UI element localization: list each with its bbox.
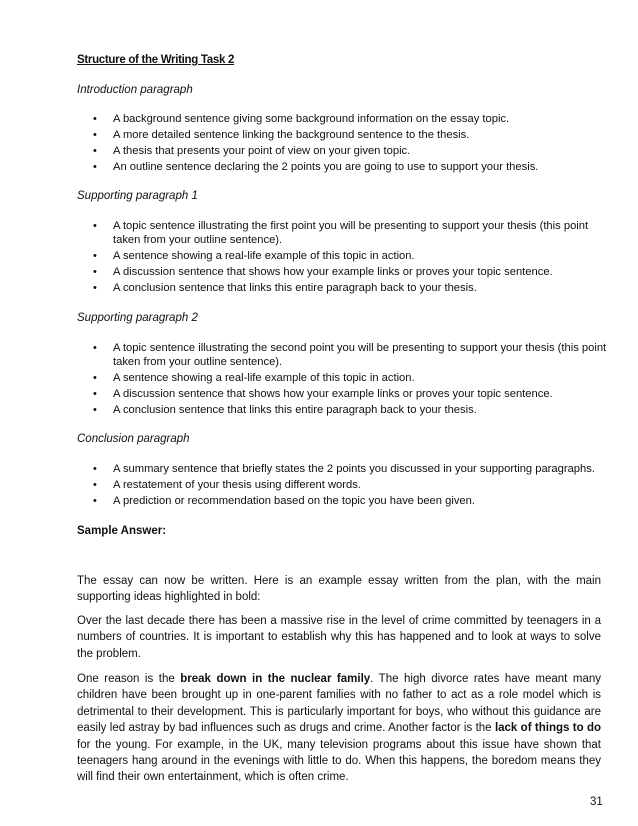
supporting-1-list xyxy=(93,219,613,297)
page-number: 31 xyxy=(590,796,603,808)
list-item: • A restatement of your thesis using different words. xyxy=(93,478,613,492)
list-item: • A background sentence giving some background information on the essay topic. xyxy=(93,112,613,126)
list-item: • A conclusion sentence that links this entire paragraph back to your thesis. xyxy=(93,281,613,295)
section-heading-supporting-2: Supporting paragraph 2 xyxy=(77,312,198,324)
list-item: • An outline sentence declaring the 2 points you are going to use to support your thesis. xyxy=(93,160,613,174)
list-item: • A summary sentence that briefly states the 2 points you discussed in your supporting paragraphs. xyxy=(93,462,613,476)
list-item: • A sentence showing a real-life example of this topic in action. xyxy=(93,249,613,263)
list-item: • A sentence showing a real-life example of this topic in action. xyxy=(93,371,613,385)
list-item: • A conclusion sentence that links this entire paragraph back to your thesis. xyxy=(93,403,613,417)
supporting-2-list xyxy=(93,341,613,419)
introduction-list xyxy=(93,112,613,176)
section-heading-conclusion: Conclusion paragraph xyxy=(77,433,190,445)
list-item: • A topic sentence illustrating the second point you will be presenting to support your thesis (this point taken from your outline sentence). xyxy=(93,341,613,369)
conclusion-list xyxy=(93,462,613,510)
list-item: • A discussion sentence that shows how your example links or proves your topic sentence. xyxy=(93,387,613,401)
list-item: • A discussion sentence that shows how your example links or proves your topic sentence. xyxy=(93,265,613,279)
list-item: • A thesis that presents your point of view on your given topic. xyxy=(93,144,613,158)
list-item: • A prediction or recommendation based on the topic you have been given. xyxy=(93,494,613,508)
sample-answer-heading: Sample Answer: xyxy=(77,525,167,537)
list-item: • A more detailed sentence linking the background sentence to the thesis. xyxy=(93,128,613,142)
essay-bold-point: lack of things to do xyxy=(494,722,602,735)
essay-text: One reason is the xyxy=(77,673,181,685)
essay-paragraph-1: Over the last decade there has been a massive rise in the level of crime committed by teenagers in a numbers of countries. It is important to establish why this has happened and to look at ways to solve the problem. xyxy=(77,615,601,660)
section-heading-supporting-1: Supporting paragraph 1 xyxy=(77,190,198,202)
list-item: • A topic sentence illustrating the first point you will be presenting to support your thesis (this point taken from your outline sentence). xyxy=(93,219,613,247)
essay-text: . The high divorce rates have meant many children have been brought up in one-parent families with no father to act as a role model which is detrimental to their development. This is particularly important for boys, who without this guidance are easily led astray by bad influences such as drugs and crime. Another factor is the xyxy=(77,673,601,735)
sample-intro-paragraph: The essay can now be written. Here is an example essay written from the plan, with the main supporting ideas highlighted in bold: xyxy=(77,575,601,604)
essay-text: for the young. For example, in the UK, many television programs about this issue have shown that teenagers hang around in the evenings with little to do. When this happens, the boredom means they will find their own entertainment, which is often crime. xyxy=(77,738,601,784)
page-title: Structure of the Writing Task 2 xyxy=(77,54,235,66)
essay-bold-point: break down in the nuclear family xyxy=(180,673,371,685)
section-heading-introduction: Introduction paragraph xyxy=(77,84,193,96)
essay-paragraph-2 xyxy=(77,671,601,786)
